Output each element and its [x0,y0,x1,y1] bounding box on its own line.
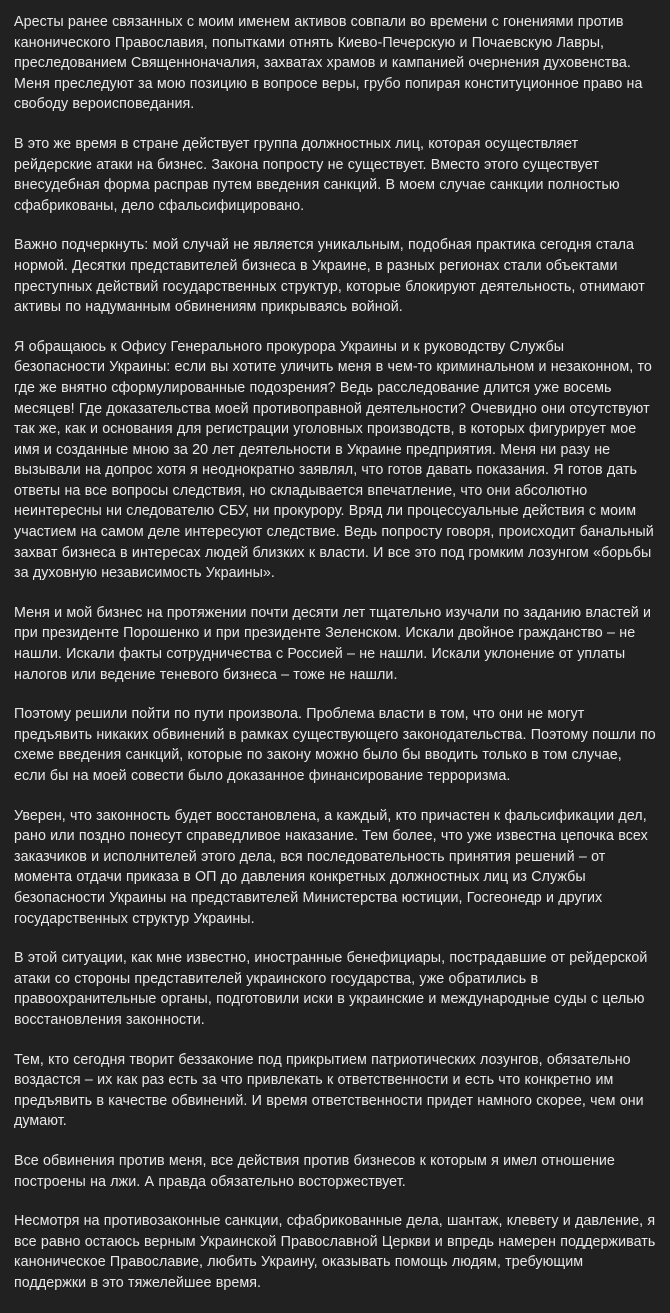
paragraph: Уверен, что законность будет восстановлена, а каждый, кто причастен к фальсификации дел, рано или поздно понесут справедливое наказание. Тем более, что уже известна цепочка всех заказчиков и исполнителей этого дела, вся последовательность принятия решений – от момента отдачи приказа в ОП до давления конкретных должностных лиц из Службы безопасности Украины на представителей Министерства юстиции, Госгеонедр и других государственных структур Украины. [14,807,648,927]
paragraph: Важно подчеркнуть: мой случай не является уникальным, подобная практика сегодня стала нормой. Десятки представителей бизнеса в Украине, в разных регионах стали объектами преступных действий государственных структур, которые блокируют деятельность, отнимают активы по надуманным обвинениям прикрываясь войной. [14,237,645,316]
paragraph: Поэтому решили пойти по пути произвола. Проблема власти в том, что они не могут предъявить никаких обвинений в рамках существующего законодательства. Поэтому пошли по схеме введения санкций, которые по закону можно было бы вводить только в том случае, если бы на моей совести было доказанное финансирование терроризма. [14,706,656,784]
paragraph: В это же время в стране действует группа должностных лиц, которая осуществляет рейдерские атаки на бизнес. Закона попросту не существует. Вместо этого существует внесудебная форма расправ путем введения санкций. В моем случае санкции полностью сфабрикованы, дело сфальсифицировано. [14,135,620,214]
paragraph: Все обвинения против меня, все действия против бизнесов к которым я имел отношение построены на лжи. А правда обязательно восторжествует. [14,1152,615,1190]
paragraph: Тем, кто сегодня творит беззаконие под прикрытием патриотических лозунгов, обязательно воздастся – их как раз есть за что привлекать к ответственности и есть что конкретно им предъявить в качестве обвинений. И время ответственности придет намного скорее, чем они думают. [14,1051,644,1130]
paragraph: Несмотря на противозаконные санкции, сфабрикованные дела, шантаж, клевету и давление, я все равно остаюсь верным Украинской Православной Церкви и впредь намерен поддерживать каноническое Православие, любить Украину, оказывать помощь людям, требующим поддержки в это тяжелейшее время. [14,1213,656,1291]
paragraph: В этой ситуации, как мне известно, иностранные бенефициары, пострадавшие от рейдерской атаки со стороны представителей украинского государства, уже обратились в правоохранительные органы, подготовили иски в украинские и международные суды с целью восстановления законности. [14,950,648,1028]
paragraph: Аресты ранее связанных с моим именем активов совпали во времени с гонениями против канонического Православия, попытками отнять Киево-Печерскую и Почаевскую Лавры, преследованием Священноначалия, захватах храмов и кампанией очернения духовенства. Меня преследуют за мою позицию в вопросе веры, грубо попирая конституционное право на свободу вероисповедания. [14,14,643,113]
paragraph: Я обращаюсь к Офису Генерального прокурора Украины и к руководству Службы безопасности Украины: если вы хотите уличить меня в чем-то криминальном и незаконном, то где же внятно сформулированные подозрения? Ведь расследование длится уже восемь месяцев! Где доказательства моей противоправной деятельности? Очевидно они отсутствуют так же, как и основания для регистрации уголовных производств, в которых фигурирует мое имя и созданные мною за 20 лет деятельности в Украине предприятия. Меня ни разу не вызывали на допрос хотя я неоднократно заявлял, что готов давать показания. Я готов дать ответы на все вопросы следствия, но складывается впечатление, что они абсолютно неинтересны ни следователю СБУ, ни прокурору. Вряд ли процессуальные действия с моим участием на самом деле интересуют следствие. Ведь попросту говоря, происходит банальный захват бизнеса в интересах людей близких к власти. И все это под громким лозунгом «борьбы за духовную независимость Украины». [14,338,654,582]
paragraph: Меня и мой бизнес на протяжении почти десяти лет тщательно изучали по заданию властей и при президенте Порошенко и при президенте Зеленском. Искали двойное гражданство – не нашли. Искали факты сотрудничества с Россией – не нашли. Искали уклонение от уплаты налогов или ведение теневого бизнеса – тоже не нашли. [14,604,652,683]
